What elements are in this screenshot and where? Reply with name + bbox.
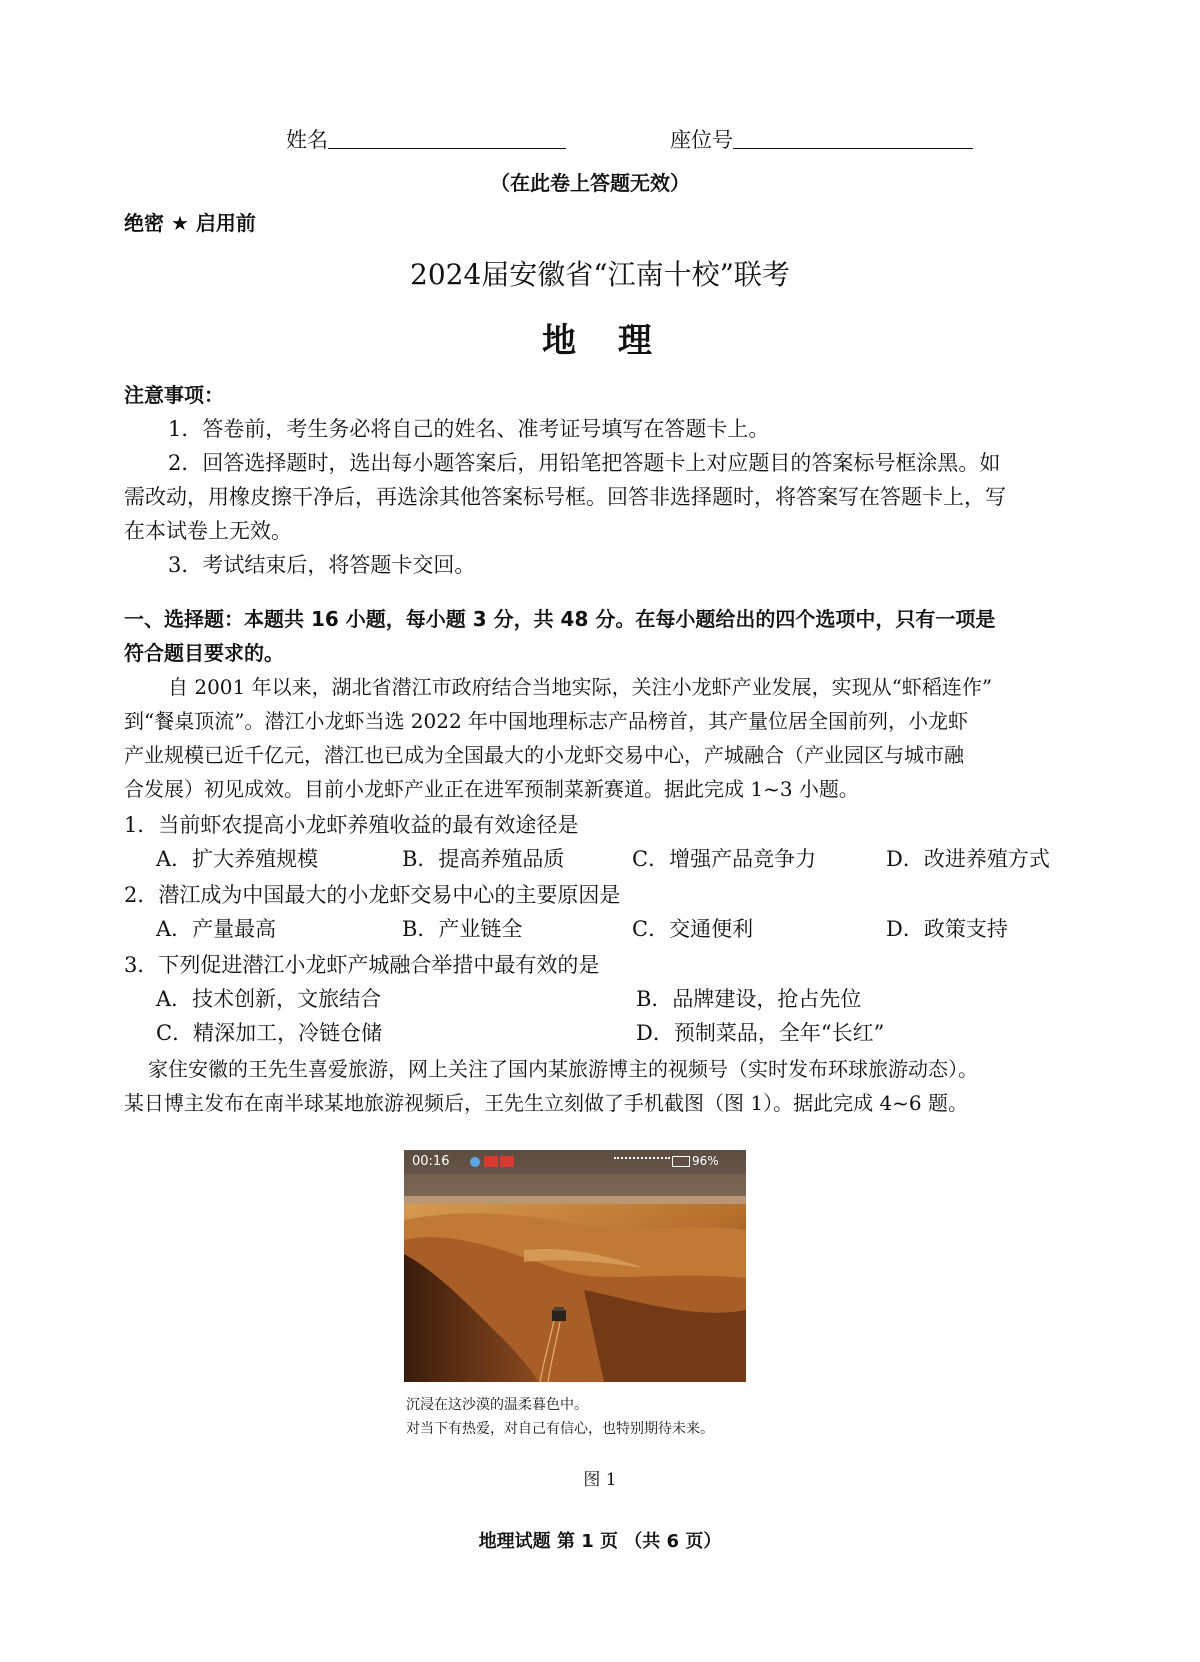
- passage1-line-2: 到“餐桌顶流”。潜江小龙虾当选 2022 年中国地理标志产品榜首，其产量位居全国前列，小龙虾: [124, 709, 969, 733]
- name-underline: [328, 124, 566, 149]
- section-heading-cont: 符合题目要求的。: [124, 641, 284, 665]
- question-3-stem: 3．下列促进潜江小龙虾产城融合举措中最有效的是: [124, 953, 600, 977]
- instructions-heading: 注意事项：: [124, 383, 224, 407]
- instruction-2-cont: 需改动，用橡皮擦干净后，再选涂其他答案标号框。回答非选择题时，将答案写在答题卡上，写: [124, 485, 1006, 509]
- figure-caption-line-2: 对当下有热爱，对自己有信心，也特别期待未来。: [406, 1421, 714, 1437]
- question-2-option-d: D．政策支持: [886, 917, 1008, 941]
- app-notification-icon: [470, 1157, 480, 1167]
- name-label: 姓名: [286, 128, 328, 152]
- question-3-option-b: B．品牌建设，抢占先位: [636, 987, 862, 1011]
- passage1-line-3: 产业规模已近千亿元，潜江也已成为全国最大的小龙虾交易中心，产城融合（产业园区与城市融: [124, 743, 964, 767]
- secret-label: 绝密 ★ 启用前: [124, 211, 256, 235]
- seat-underline: [733, 124, 973, 149]
- question-1-option-b: B．提高养殖品质: [402, 847, 565, 871]
- question-3-option-d: D．预制菜品，全年“长红”: [636, 1021, 885, 1045]
- passage2-line-1: 家住安徽的王先生喜爱旅游，网上关注了国内某旅游博主的视频号（实时发布环球旅游动态）。: [148, 1057, 978, 1081]
- status-battery: 96%: [692, 1154, 719, 1168]
- question-2-option-b: B．产业链全: [402, 917, 523, 941]
- seat-label: 座位号: [670, 128, 733, 152]
- question-1-option-a: A．扩大养殖规模: [156, 847, 319, 871]
- red-badge-icon: [484, 1156, 498, 1167]
- question-1-option-c: C．增强产品竞争力: [632, 847, 817, 871]
- exam-title: 2024届安徽省“江南十校”联考: [410, 258, 790, 291]
- question-1-stem: 1．当前虾农提高小龙虾养殖收益的最有效途径是: [124, 813, 579, 837]
- passage1-line-1: 自 2001 年以来，湖北省潜江市政府结合当地实际，关注小龙虾产业发展，实现从“虾稻连作”: [168, 675, 993, 699]
- figure-label: 图 1: [583, 1470, 617, 1490]
- instruction-1: 1．答卷前，考生务必将自己的姓名、准考证号填写在答题卡上。: [168, 417, 770, 441]
- signal-icons: [614, 1157, 670, 1168]
- section-heading: 一、选择题：本题共 16 小题，每小题 3 分，共 48 分。在每小题给出的四个选项中，只有一项是: [124, 607, 996, 631]
- status-time: 00:16: [412, 1154, 450, 1169]
- invalid-notice: （在此卷上答题无效）: [490, 171, 690, 195]
- red-badge-icon: [500, 1156, 514, 1167]
- question-2-option-a: A．产量最高: [156, 917, 277, 941]
- question-2-stem: 2．潜江成为中国最大的小龙虾交易中心的主要原因是: [124, 883, 621, 907]
- figure-caption-line-1: 沉浸在这沙漠的温柔暮色中。: [406, 1397, 588, 1413]
- instruction-3: 3．考试结束后，将答题卡交回。: [168, 553, 476, 577]
- question-2-option-c: C．交通便利: [632, 917, 754, 941]
- battery-icon: [672, 1156, 690, 1167]
- question-3-option-a: A．技术创新，文旅结合: [156, 987, 382, 1011]
- subject-title: 地 理: [542, 321, 658, 361]
- page-footer: 地理试题 第 1 页 （共 6 页）: [478, 1531, 722, 1552]
- seat-field: [670, 124, 973, 155]
- question-1-option-d: D．改进养殖方式: [886, 847, 1050, 871]
- passage2-line-2: 某日博主发布在南半球某地旅游视频后，王先生立刻做了手机截图（图 1）。据此完成 4~6 题。: [124, 1091, 969, 1115]
- desert-photo: [404, 1150, 746, 1382]
- passage1-line-4: 合发展）初见成效。目前小龙虾产业正在进军预制菜新赛道。据此完成 1~3 小题。: [124, 777, 859, 801]
- instruction-2: 2．回答选择题时，选出每小题答案后，用铅笔把答题卡上对应题目的答案标号框涂黑。如: [168, 451, 1001, 475]
- instruction-2-end: 在本试卷上无效。: [124, 519, 292, 543]
- name-field: [286, 124, 566, 155]
- figure-1-screenshot: [404, 1150, 746, 1382]
- question-3-option-c: C．精深加工，冷链仓储: [156, 1021, 383, 1045]
